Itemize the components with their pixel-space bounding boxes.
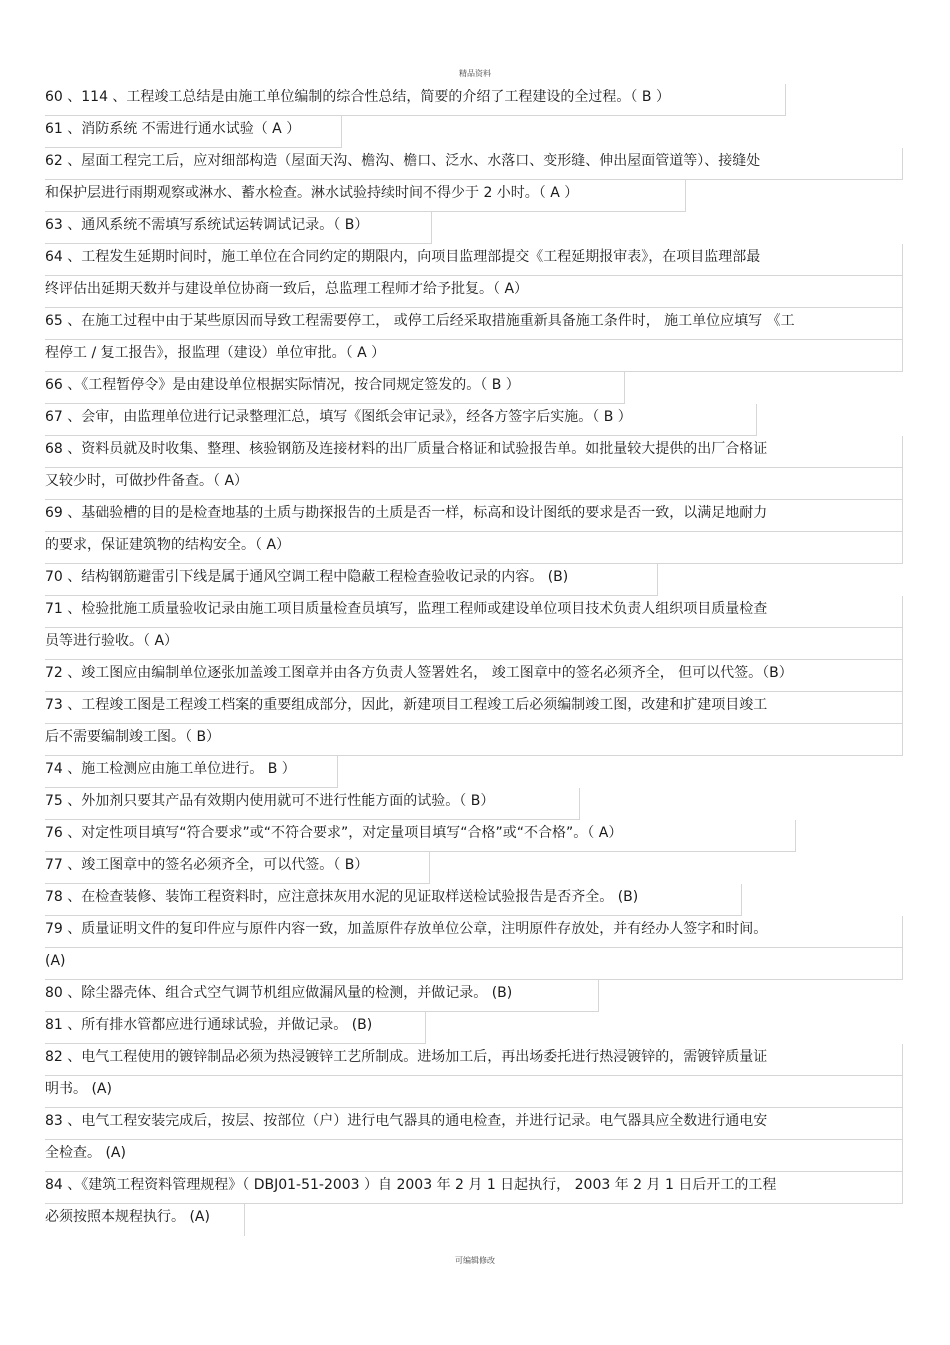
text-line: 84 、《建筑工程资料管理规程》（ DBJ01-51-2003 ）自 2003 年 2 月 1 日起执行， 2003 年 2 月 1 日后开工的工程 bbox=[45, 1172, 903, 1204]
text-line: 68 、资料员就及时收集、整理、核验钢筋及连接材料的出厂质量合格证和试验报告单。如批量较大提供的出厂合格证 bbox=[45, 436, 903, 468]
text-line: 后不需要编制竣工图。（ B） bbox=[45, 724, 903, 756]
page-footer: 可编辑修改 bbox=[455, 1256, 495, 1265]
text-line: 70 、结构钢筋避雷引下线是属于通风空调工程中隐蔽工程检查验收记录的内容。 (B) bbox=[45, 564, 658, 596]
text-line: 明书。 (A) bbox=[45, 1076, 903, 1108]
text-line: 66 、《工程暂停令》是由建设单位根据实际情况，按合同规定签发的。（ B ） bbox=[45, 372, 625, 404]
text-line: 71 、检验批施工质量验收记录由施工项目质量检查员填写，监理工程师或建设单位项目技术负责人组织项目质量检查 bbox=[45, 596, 903, 628]
text-line: 全检查。 (A) bbox=[45, 1140, 903, 1172]
text-line: 78 、在检查装修、装饰工程资料时，应注意抹灰用水泥的见证取样送检试验报告是否齐全。 (B) bbox=[45, 884, 742, 916]
text-line: 81 、所有排水管都应进行通球试验，并做记录。 (B) bbox=[45, 1012, 426, 1044]
text-line: 又较少时，可做抄件备查。（ A） bbox=[45, 468, 903, 500]
text-line: 76 、对定性项目填写“符合要求”或“不符合要求”，对定量项目填写“合格”或“不合格”。（ A） bbox=[45, 820, 796, 852]
text-line: 80 、除尘器壳体、组合式空气调节机组应做漏风量的检测，并做记录。 (B) bbox=[45, 980, 599, 1012]
text-line: 79 、质量证明文件的复印件应与原件内容一致，加盖原件存放单位公章，注明原件存放处，并有经办人签字和时间。 bbox=[45, 916, 903, 948]
text-line: 60 、114 、工程竣工总结是由施工单位编制的综合性总结，简要的介绍了工程建设的全过程。（ B ） bbox=[45, 84, 786, 116]
text-line: 61 、消防系统 不需进行通水试验（ A ） bbox=[45, 116, 342, 148]
text-line: 67 、会审，由监理单位进行记录整理汇总，填写《图纸会审记录》，经各方签字后实施。（ B ） bbox=[45, 404, 757, 436]
text-line: (A) bbox=[45, 948, 903, 980]
text-line: 终评估出延期天数并与建设单位协商一致后，总监理工程师才给予批复。（ A） bbox=[45, 276, 903, 308]
text-line: 83 、电气工程安装完成后，按层、按部位（户）进行电气器具的通电检查，并进行记录。电气器具应全数进行通电安 bbox=[45, 1108, 903, 1140]
text-line: 72 、竣工图应由编制单位逐张加盖竣工图章并由各方负责人签署姓名， 竣工图章中的签名必须齐全， 但可以代签。（B） bbox=[45, 660, 903, 692]
text-line: 82 、电气工程使用的镀锌制品必须为热浸镀锌工艺所制成。进场加工后，再出场委托进行热浸镀锌的，需镀锌质量证 bbox=[45, 1044, 903, 1076]
text-line: 的要求，保证建筑物的结构安全。（ A） bbox=[45, 532, 903, 564]
text-line: 64 、工程发生延期时间时，施工单位在合同约定的期限内，向项目监理部提交《工程延期报审表》，在项目监理部最 bbox=[45, 244, 903, 276]
text-line: 员等进行验收。（ A） bbox=[45, 628, 903, 660]
text-line: 73 、工程竣工图是工程竣工档案的重要组成部分，因此，新建项目工程竣工后必须编制竣工图，改建和扩建项目竣工 bbox=[45, 692, 903, 724]
text-line: 74 、施工检测应由施工单位进行。 B ） bbox=[45, 756, 338, 788]
text-line: 必须按照本规程执行。 (A) bbox=[45, 1204, 245, 1236]
text-line: 62 、屋面工程完工后，应对细部构造（屋面天沟、檐沟、檐口、泛水、水落口、变形缝、伸出屋面管道等）、接缝处 bbox=[45, 148, 903, 180]
text-line: 63 、通风系统不需填写系统试运转调试记录。（ B） bbox=[45, 212, 432, 244]
text-line: 77 、竣工图章中的签名必须齐全，可以代签。（ B） bbox=[45, 852, 430, 884]
text-line: 75 、外加剂只要其产品有效期内使用就可不进行性能方面的试验。（ B） bbox=[45, 788, 580, 820]
text-line: 65 、在施工过程中由于某些原因而导致工程需要停工， 或停工后经采取措施重新具备施工条件时， 施工单位应填写 《工 bbox=[45, 308, 903, 340]
page-header: 精品资料 bbox=[459, 69, 491, 78]
text-line: 69 、基础验槽的目的是检查地基的土质与勘探报告的土质是否一样，标高和设计图纸的要求是否一致，以满足地耐力 bbox=[45, 500, 903, 532]
text-line: 程停工 / 复工报告》，报监理（建设）单位审批。（ A ） bbox=[45, 340, 903, 372]
text-line: 和保护层进行雨期观察或淋水、蓄水检查。淋水试验持续时间不得少于 2 小时。（ A ） bbox=[45, 180, 686, 212]
